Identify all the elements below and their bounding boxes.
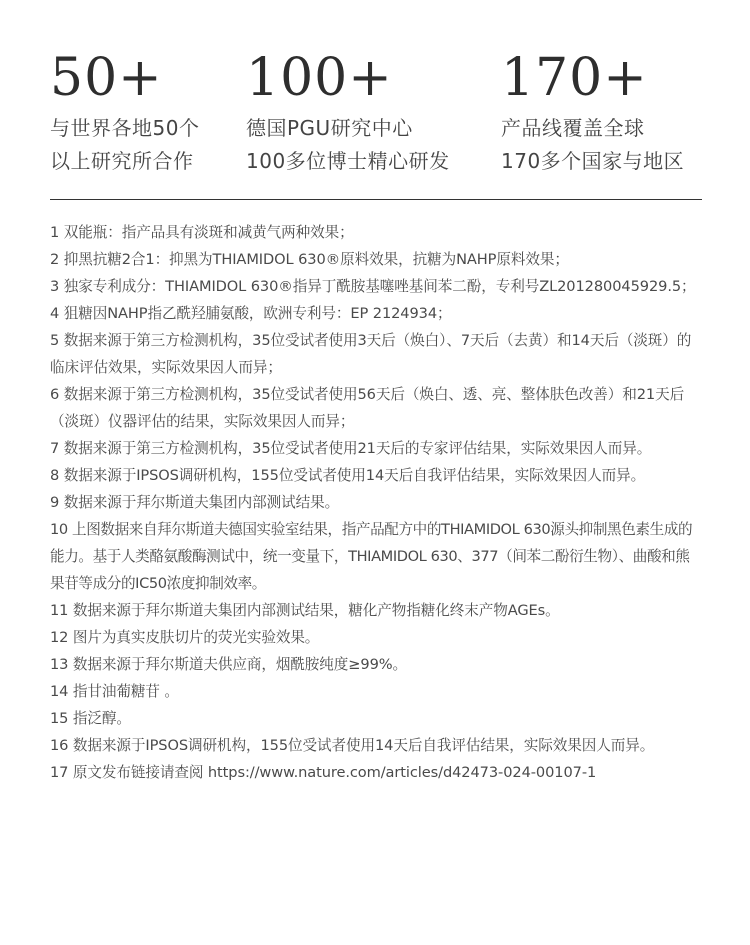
footnote: 10 上图数据来自拜尔斯道夫德国实验室结果，指产品配方中的THIAMIDOL 630源头抑制黑色素生成的能力。基于人类酪氨酸酶测试中，统一变量下，THIAMIDOL 630、377（间苯二酚衍生物）、曲酸和熊果苷等成分的IC50浓度抑制效率。 xyxy=(50,521,693,592)
stat-global-coverage xyxy=(501,44,684,178)
footnote: 12 图片为真实皮肤切片的荧光实验效果。 xyxy=(50,629,320,646)
footnote: 8 数据来源于IPSOS调研机构，155位受试者使用14天后自我评估结果，实际效果因人而异。 xyxy=(50,467,646,484)
stat-description-line: 170多个国家与地区 xyxy=(501,149,685,173)
footnote-source-link: 17 原文发布链接请查阅 https://www.nature.com/articles/d42473-024-00107-1 xyxy=(50,764,597,781)
footnote: 5 数据来源于第三方检测机构，35位受试者使用3天后（焕白）、7天后（去黄）和14天后（淡斑）的临床评估效果，实际效果因人而异； xyxy=(50,332,692,376)
footnote: 6 数据来源于第三方检测机构，35位受试者使用56天后（焕白、透、亮、整体肤色改善）和21天后（淡斑）仪器评估的结果，实际效果因人而异； xyxy=(50,386,685,430)
stat-description-line: 德国PGU研究中心 xyxy=(246,116,413,140)
stat-number: 50+ xyxy=(50,48,163,108)
footnote: 3 独家专利成分：THIAMIDOL 630®指异丁酰胺基噻唑基间苯二酚，专利号ZL201280045929.5； xyxy=(50,278,696,295)
footnote: 13 数据来源于拜尔斯道夫供应商，烟酰胺纯度≥99%。 xyxy=(50,656,408,673)
stat-number: 170+ xyxy=(501,48,648,108)
stat-research-center xyxy=(246,44,450,178)
footnote: 2 抑黑抗糖2合1：抑黑为THIAMIDOL 630®原料效果，抗糖为NAHP原料效果； xyxy=(50,251,569,268)
stat-description-line: 与世界各地50个 xyxy=(50,116,200,140)
footnote: 11 数据来源于拜尔斯道夫集团内部测试结果，糖化产物指糖化终末产物AGEs。 xyxy=(50,602,560,619)
stat-research-institutes xyxy=(50,44,199,178)
stat-number: 100+ xyxy=(246,48,393,108)
footnote: 16 数据来源于IPSOS调研机构，155位受试者使用14天后自我评估结果，实际效果因人而异。 xyxy=(50,737,655,754)
footnote: 9 数据来源于拜尔斯道夫集团内部测试结果。 xyxy=(50,494,340,511)
footnote: 4 狙糖因NAHP指乙酰羟脯氨酸，欧洲专利号：EP 2124934； xyxy=(50,305,452,322)
footnotes xyxy=(50,219,700,786)
footnote: 7 数据来源于第三方检测机构，35位受试者使用21天后的专家评估结果，实际效果因人而异。 xyxy=(50,440,652,457)
stat-description-line: 100多位博士精心研发 xyxy=(246,149,450,173)
footnote: 15 指泛醇。 xyxy=(50,710,131,727)
stats-section xyxy=(50,44,710,184)
divider xyxy=(50,199,702,200)
footnote: 14 指甘油葡糖苷 。 xyxy=(50,683,179,700)
stat-description-line: 以上研究所合作 xyxy=(50,149,194,173)
footnote: 1 双能瓶：指产品具有淡斑和减黄气两种效果； xyxy=(50,224,354,241)
stat-description-line: 产品线覆盖全球 xyxy=(501,116,645,140)
